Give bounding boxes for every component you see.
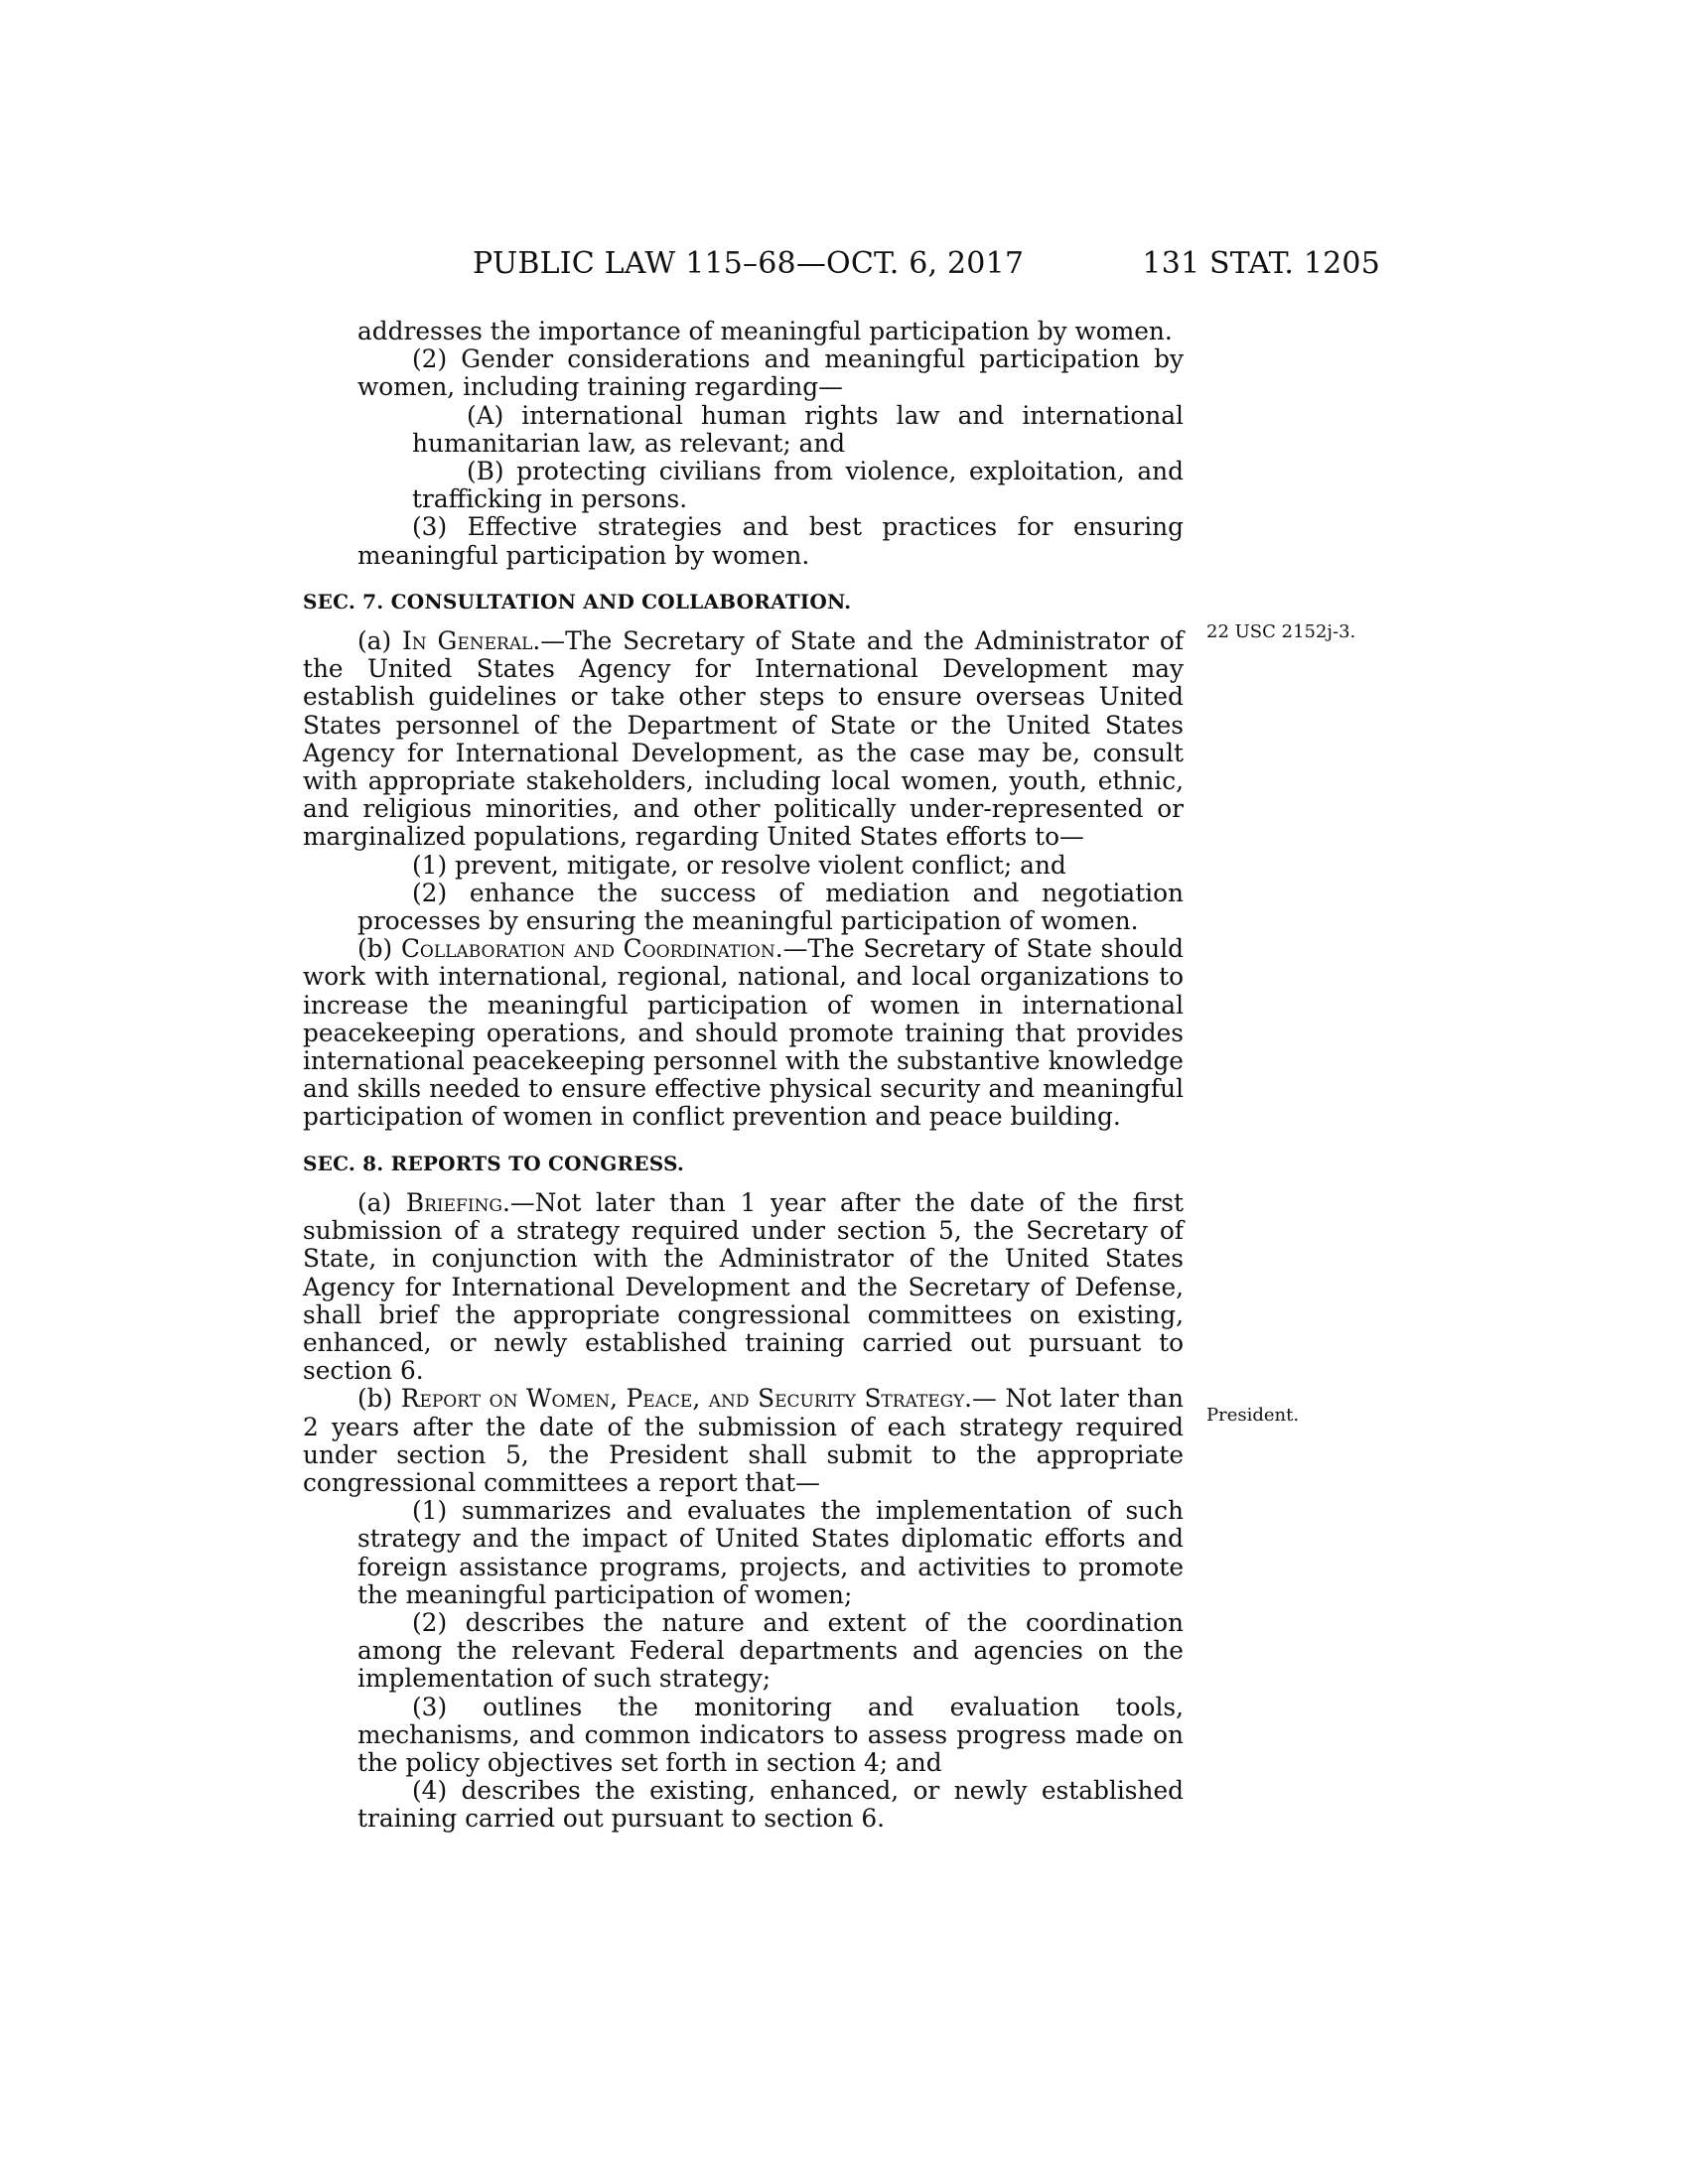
paragraph-continuation: addresses the importance of meaningful participation by women.: [357, 317, 1173, 345]
section-8a-label: (a): [357, 1187, 406, 1217]
section-8b-label: (b): [357, 1384, 401, 1414]
section-7b-text: .—The Secretary of State should work with international, regional, national, and local organizations to increase the meaningful participation of women in international peacekeeping operations, and should promote training that provides international peacekeeping personnel with the substantive knowledge and skills needed to ensure effective physical security and meaningful participation of women in conflict prevention and peace building.: [303, 934, 1185, 1132]
section-7a: [303, 627, 1184, 852]
section-8a-caption: Briefing: [405, 1187, 503, 1217]
section-8b-4: (4) describes the existing, enhanced, or newly established training carried out pursuant to section 6.: [357, 1776, 1184, 1834]
section-7b-caption: Collaboration and Coordination: [400, 934, 775, 964]
section-8b-3: (3) outlines the monitoring and evaluation tools, mechanisms, and common indicators to assess progress made on the policy objectives set forth in section 4; and: [357, 1692, 1184, 1777]
section-7a-caption: In General: [402, 626, 533, 656]
paragraph-item-3: (3) Effective strategies and best practices for ensuring meaningful participation by women.: [357, 512, 1184, 570]
section-8b: [303, 1385, 1184, 1497]
section-7b-label: (b): [357, 934, 401, 964]
section-7b: [303, 935, 1184, 1131]
section-8b-2: (2) describes the nature and extent of the coordination among the relevant Federal departments and agencies on the implementation of such strategy;: [357, 1607, 1184, 1694]
section-8b-1: (1) summarizes and evaluates the implementation of such strategy and the impact of United States diplomatic efforts and foreign assistance programs, projects, and activities to promote the meaningful participation of women;: [357, 1496, 1184, 1609]
margin-note-president: President.: [1206, 1405, 1300, 1426]
running-header: [298, 246, 1380, 288]
section-7a-text: .—The Secretary of State and the Administrator of the United States Agency for International Development may establish guidelines or take other steps to ensure overseas United States personnel of the Department of State or the United States Agency for International Development, as the case may be, consult with appropriate stakeholders, including local women, youth, ethnic, and religious minorities, and other politically under-represented or marginalized populations, regarding United States efforts to—: [303, 626, 1185, 852]
margin-note-usc: 22 USC 2152j-3.: [1206, 621, 1356, 642]
section-8a-text: .—Not later than 1 year after the date of the first submission of a strategy required under section 5, the Secretary of State, in conjunction with the Administrator of the United States Agency for International Development and the Secretary of Defense, shall brief the appropriate congressional committees on existing, enhanced, or newly established training carried out pursuant to section 6.: [303, 1187, 1184, 1386]
section-7a-2: (2) enhance the success of mediation and negotiation processes by ensuring the meaningful participation of women.: [357, 878, 1184, 936]
section-8a: [303, 1189, 1184, 1385]
section-7-heading: SEC. 7. CONSULTATION AND COLLABORATION.: [303, 589, 852, 614]
section-8b-caption: Report on Women, Peace, and Security Strategy: [400, 1384, 965, 1414]
paragraph-item-2a: (A) international human rights law and international humanitarian law, as relevant; and: [412, 400, 1184, 458]
paragraph-item-2b: (B) protecting civilians from violence, exploitation, and trafficking in persons.: [412, 457, 1184, 514]
header-public-law: PUBLIC LAW 115–68—OCT. 6, 2017: [473, 246, 1025, 281]
section-7a-label: (a): [357, 626, 402, 656]
paragraph-item-2: (2) Gender considerations and meaningful participation by women, including training regarding—: [357, 344, 1184, 402]
header-stat-page: 131 STAT. 1205: [1142, 246, 1380, 281]
section-7a-1: (1) prevent, mitigate, or resolve violent conflict; and: [412, 850, 1066, 880]
body-text: [303, 318, 1184, 1834]
section-8b-text: .— Not later than 2 years after the date of the submission of each strategy required under section 5, the President shall submit to the appropriate congressional committees a report that—: [303, 1384, 1184, 1497]
section-8-heading: SEC. 8. REPORTS TO CONGRESS.: [303, 1151, 685, 1175]
